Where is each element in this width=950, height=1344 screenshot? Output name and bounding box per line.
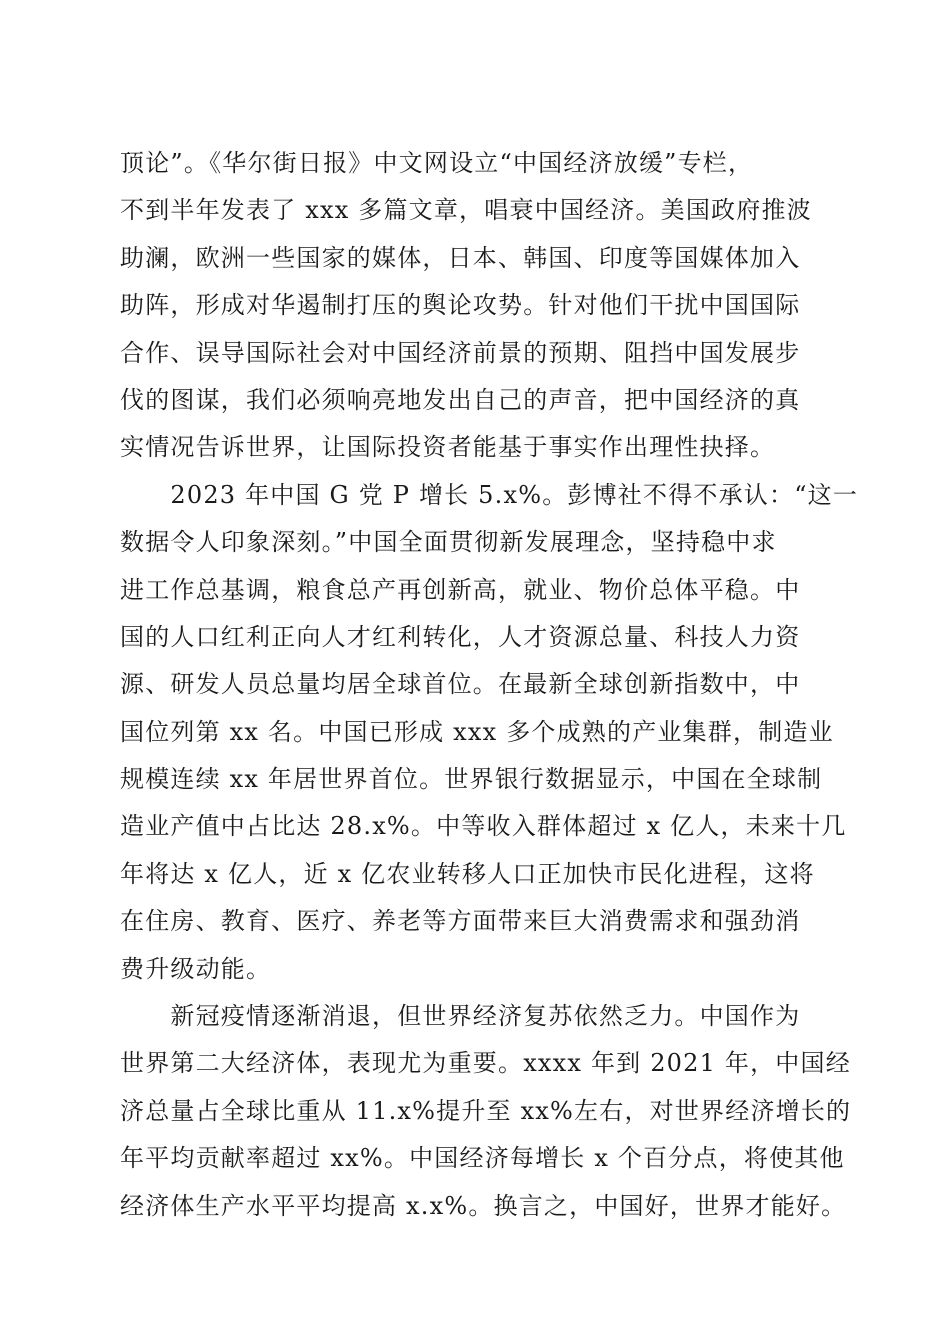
- text-line: 在住房、教育、医疗、养老等方面带来巨大消费需求和强劲消: [120, 907, 801, 936]
- text-line: 源、研发人员总量均居全球首位。在最新全球创新指数中，中: [120, 670, 801, 699]
- text-line: 国的人口红利正向人才红利转化，人才资源总量、科技人力资: [120, 622, 801, 651]
- text-line: 济总量占全球比重从 11.x%提升至 xx%左右，对世界经济增长的: [120, 1096, 852, 1125]
- text-line: 费升级动能。: [120, 954, 272, 983]
- text-line: 经济体生产水平平均提高 x.x%。换言之，中国好，世界才能好。: [120, 1191, 847, 1220]
- text-line: 伐的图谋，我们必须响亮地发出自己的声音，把中国经济的真: [120, 385, 801, 414]
- text-line: 进工作总基调，粮食总产再创新高，就业、物价总体平稳。中: [120, 575, 801, 604]
- text-line: 世界第二大经济体，表现尤为重要。xxxx 年到 2021 年，中国经: [120, 1049, 851, 1078]
- text-line: 年将达 x 亿人，近 x 亿农业转移人口正加快市民化进程，这将: [120, 859, 815, 888]
- document-body: [120, 140, 860, 1230]
- paragraph-3: [120, 993, 860, 1230]
- text-line: 实情况告诉世界，让国际投资者能基于事实作出理性抉择。: [120, 433, 776, 462]
- text-line: 数据令人印象深刻。”中国全面贯彻新发展理念，坚持稳中求: [120, 528, 777, 557]
- text-line: 合作、误导国际社会对中国经济前景的预期、阻挡中国发展步: [120, 338, 801, 367]
- text-line: 国位列第 xx 名。中国已形成 xxx 多个成熟的产业集群，制造业: [120, 717, 834, 746]
- text-line: 助阵，形成对华遏制打压的舆论攻势。针对他们干扰中国国际: [120, 291, 801, 320]
- paragraph-1: [120, 140, 860, 472]
- paragraph-2: [120, 472, 860, 993]
- text-line: 新冠疫情逐渐消退，但世界经济复苏依然乏力。中国作为: [120, 1002, 801, 1031]
- text-line: 助澜，欧洲一些国家的媒体，日本、韩国、印度等国媒体加入: [120, 243, 801, 272]
- text-line: 2023 年中国 G 党 P 增长 5.x%。彭博社不得不承认：“这一: [120, 480, 859, 509]
- text-line: 年平均贡献率超过 xx%。中国经济每增长 x 个百分点，将使其他: [120, 1144, 845, 1173]
- text-line: 规模连续 xx 年居世界首位。世界银行数据显示，中国在全球制: [120, 765, 823, 794]
- text-line: 造业产值中占比达 28.x%。中等收入群体超过 x 亿人，未来十几: [120, 812, 847, 841]
- text-line: 不到半年发表了 xxx 多篇文章，唱衰中国经济。美国政府推波: [120, 196, 812, 225]
- text-line: 顶论”。《华尔街日报》中文网设立“中国经济放缓”专栏，: [120, 149, 754, 177]
